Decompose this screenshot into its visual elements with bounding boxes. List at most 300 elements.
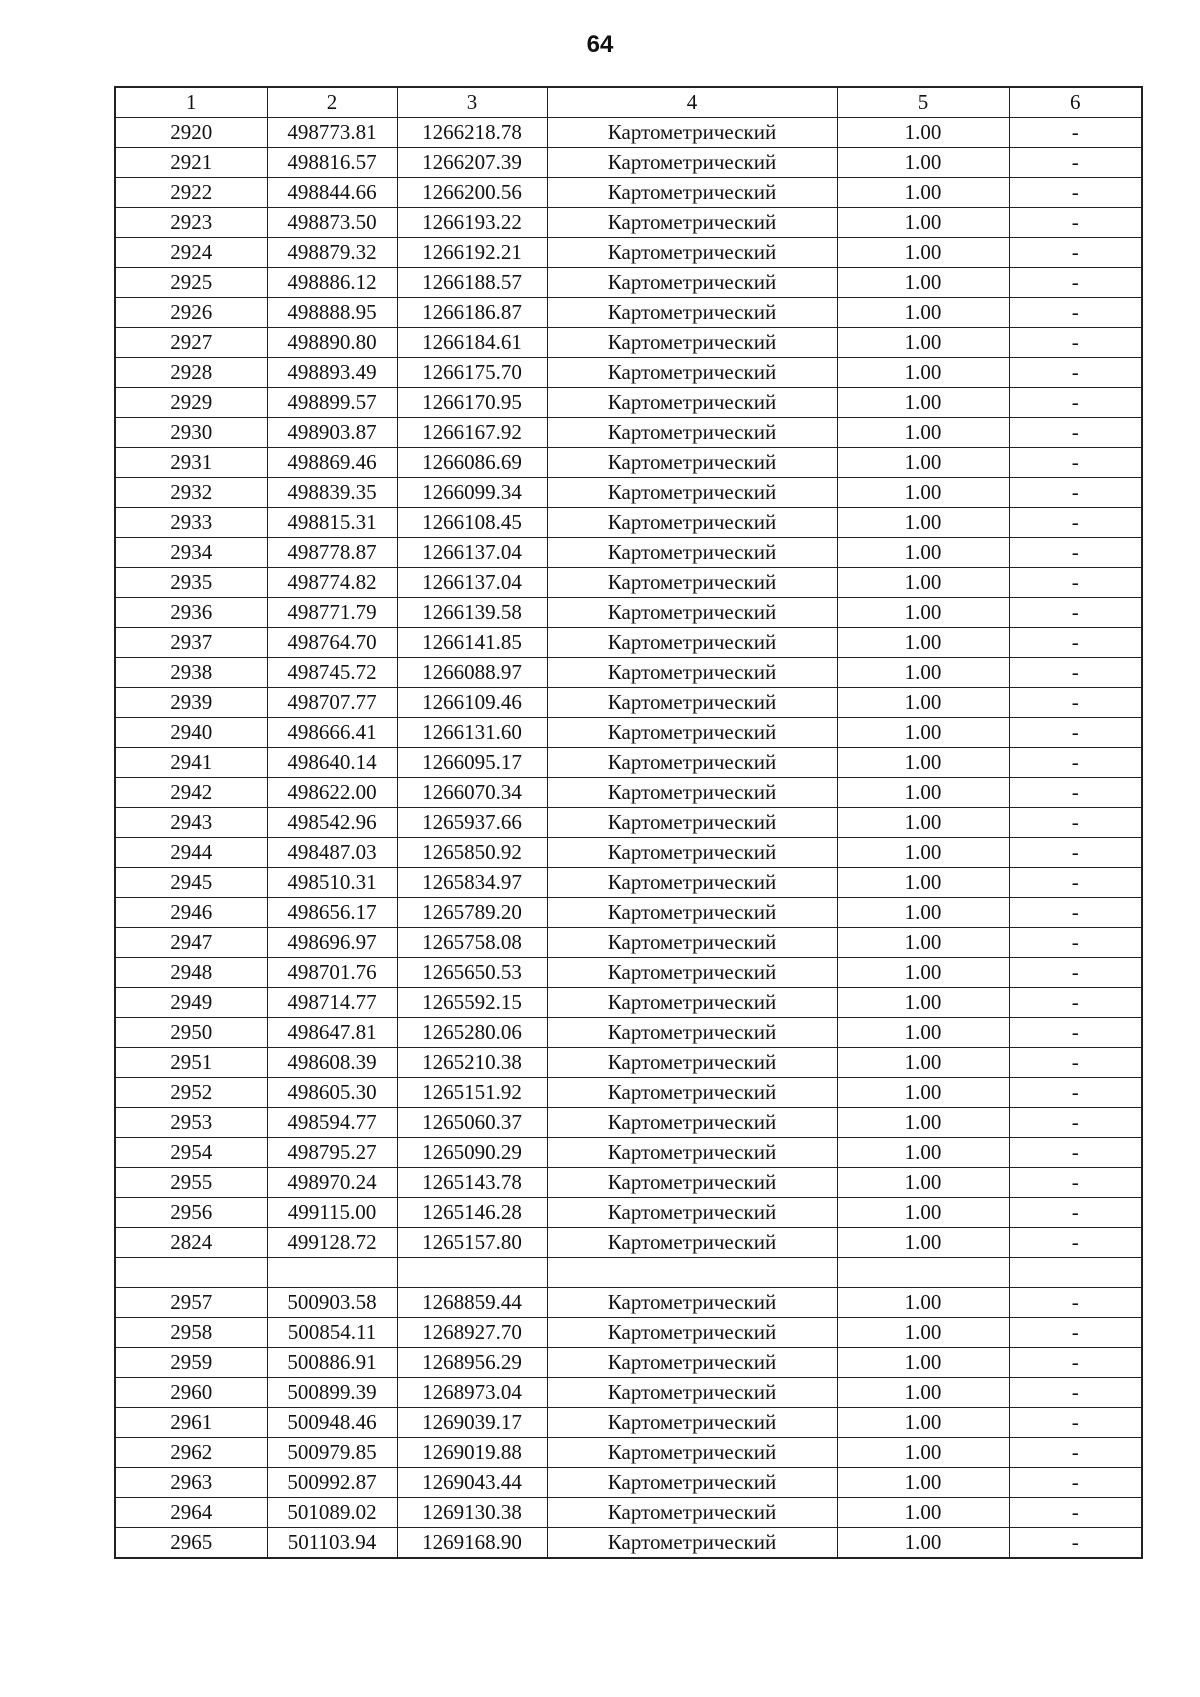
table-row	[115, 538, 1142, 568]
method-cell: Картометрический	[547, 1048, 837, 1078]
table-row	[115, 298, 1142, 328]
x-coordinate-cell: 498774.82	[267, 568, 397, 598]
y-coordinate-cell: 1266137.04	[397, 538, 547, 568]
table-row	[115, 988, 1142, 1018]
y-coordinate-cell: 1266095.17	[397, 748, 547, 778]
method-cell: Картометрический	[547, 1528, 837, 1559]
description-cell: -	[1009, 328, 1142, 358]
method-cell: Картометрический	[547, 208, 837, 238]
accuracy-cell: 1.00	[837, 508, 1009, 538]
accuracy-cell: 1.00	[837, 1528, 1009, 1559]
description-cell: -	[1009, 958, 1142, 988]
table-row	[115, 508, 1142, 538]
point-number-cell: 2956	[115, 1198, 267, 1228]
x-coordinate-cell: 498640.14	[267, 748, 397, 778]
point-number-cell: 2824	[115, 1228, 267, 1258]
table-row	[115, 118, 1142, 148]
x-coordinate-cell: 498622.00	[267, 778, 397, 808]
y-coordinate-cell: 1268956.29	[397, 1348, 547, 1378]
y-coordinate-cell: 1265151.92	[397, 1078, 547, 1108]
y-coordinate-cell: 1269043.44	[397, 1468, 547, 1498]
point-number-cell: 2935	[115, 568, 267, 598]
table-row	[115, 958, 1142, 988]
table-row	[115, 1408, 1142, 1438]
y-coordinate-cell: 1265789.20	[397, 898, 547, 928]
method-cell: Картометрический	[547, 718, 837, 748]
x-coordinate-cell: 498888.95	[267, 298, 397, 328]
accuracy-cell: 1.00	[837, 868, 1009, 898]
description-cell: -	[1009, 268, 1142, 298]
accuracy-cell: 1.00	[837, 238, 1009, 268]
accuracy-cell: 1.00	[837, 148, 1009, 178]
y-coordinate-cell: 1265090.29	[397, 1138, 547, 1168]
method-cell: Картометрический	[547, 748, 837, 778]
table-row	[115, 658, 1142, 688]
method-cell: Картометрический	[547, 898, 837, 928]
x-coordinate-cell: 498893.49	[267, 358, 397, 388]
method-cell: Картометрический	[547, 148, 837, 178]
x-coordinate-cell: 498869.46	[267, 448, 397, 478]
x-coordinate-cell: 498510.31	[267, 868, 397, 898]
table-row	[115, 448, 1142, 478]
x-coordinate-cell: 498839.35	[267, 478, 397, 508]
method-cell: Картометрический	[547, 1498, 837, 1528]
table-row	[115, 388, 1142, 418]
method-cell: Картометрический	[547, 1168, 837, 1198]
description-cell: -	[1009, 298, 1142, 328]
accuracy-cell: 1.00	[837, 1408, 1009, 1438]
point-number-cell: 2922	[115, 178, 267, 208]
point-number-cell: 2947	[115, 928, 267, 958]
y-coordinate-cell: 1266175.70	[397, 358, 547, 388]
point-number-cell: 2932	[115, 478, 267, 508]
point-number-cell: 2961	[115, 1408, 267, 1438]
x-coordinate-cell: 498816.57	[267, 148, 397, 178]
description-cell: -	[1009, 988, 1142, 1018]
point-number-cell: 2934	[115, 538, 267, 568]
y-coordinate-cell: 1265210.38	[397, 1048, 547, 1078]
accuracy-cell: 1.00	[837, 118, 1009, 148]
method-cell: Картометрический	[547, 1018, 837, 1048]
point-number-cell: 2938	[115, 658, 267, 688]
y-coordinate-cell: 1266086.69	[397, 448, 547, 478]
y-coordinate-cell: 1266099.34	[397, 478, 547, 508]
accuracy-cell: 1.00	[837, 1318, 1009, 1348]
description-cell: -	[1009, 418, 1142, 448]
method-cell: Картометрический	[547, 1318, 837, 1348]
column-header: 5	[837, 87, 1009, 118]
y-coordinate-cell: 1265592.15	[397, 988, 547, 1018]
table-header-row	[115, 87, 1142, 118]
accuracy-cell: 1.00	[837, 1138, 1009, 1168]
accuracy-cell: 1.00	[837, 328, 1009, 358]
point-number-cell: 2948	[115, 958, 267, 988]
table-row	[115, 838, 1142, 868]
table-body	[115, 87, 1142, 1558]
point-number-cell: 2924	[115, 238, 267, 268]
point-number-cell: 2944	[115, 838, 267, 868]
x-coordinate-cell: 498879.32	[267, 238, 397, 268]
point-number-cell: 2921	[115, 148, 267, 178]
description-cell: -	[1009, 1078, 1142, 1108]
table-row	[115, 1228, 1142, 1258]
point-number-cell: 2930	[115, 418, 267, 448]
table-row	[115, 1048, 1142, 1078]
method-cell: Картометрический	[547, 808, 837, 838]
x-coordinate-cell: 498890.80	[267, 328, 397, 358]
accuracy-cell: 1.00	[837, 598, 1009, 628]
description-cell: -	[1009, 148, 1142, 178]
point-number-cell: 2954	[115, 1138, 267, 1168]
x-coordinate-cell: 498844.66	[267, 178, 397, 208]
x-coordinate-cell: 498542.96	[267, 808, 397, 838]
method-cell: Картометрический	[547, 688, 837, 718]
description-cell: -	[1009, 778, 1142, 808]
method-cell: Картометрический	[547, 328, 837, 358]
point-number-cell: 2926	[115, 298, 267, 328]
method-cell: Картометрический	[547, 1138, 837, 1168]
x-coordinate-cell: 498487.03	[267, 838, 397, 868]
table-row	[115, 268, 1142, 298]
method-cell: Картометрический	[547, 568, 837, 598]
description-cell: -	[1009, 568, 1142, 598]
table-row	[115, 178, 1142, 208]
accuracy-cell: 1.00	[837, 178, 1009, 208]
table-row	[115, 1528, 1142, 1559]
x-coordinate-cell: 498608.39	[267, 1048, 397, 1078]
method-cell: Картометрический	[547, 988, 837, 1018]
point-number-cell: 2957	[115, 1288, 267, 1318]
x-coordinate-cell: 501103.94	[267, 1528, 397, 1559]
method-cell: Картометрический	[547, 178, 837, 208]
accuracy-cell: 1.00	[837, 1348, 1009, 1378]
table-row	[115, 478, 1142, 508]
method-cell	[547, 1258, 837, 1288]
x-coordinate-cell: 498886.12	[267, 268, 397, 298]
table-row	[115, 418, 1142, 448]
accuracy-cell	[837, 1258, 1009, 1288]
description-cell: -	[1009, 478, 1142, 508]
y-coordinate-cell: 1266186.87	[397, 298, 547, 328]
point-number-cell: 2928	[115, 358, 267, 388]
description-cell	[1009, 1258, 1142, 1288]
table-row	[115, 718, 1142, 748]
method-cell: Картометрический	[547, 1108, 837, 1138]
method-cell: Картометрический	[547, 508, 837, 538]
table-row	[115, 1498, 1142, 1528]
x-coordinate-cell: 498764.70	[267, 628, 397, 658]
point-number-cell: 2950	[115, 1018, 267, 1048]
description-cell: -	[1009, 718, 1142, 748]
description-cell: -	[1009, 1048, 1142, 1078]
table-row	[115, 238, 1142, 268]
y-coordinate-cell: 1266167.92	[397, 418, 547, 448]
method-cell: Картометрический	[547, 268, 837, 298]
table-row	[115, 1018, 1142, 1048]
y-coordinate-cell: 1266184.61	[397, 328, 547, 358]
x-coordinate-cell: 500979.85	[267, 1438, 397, 1468]
accuracy-cell: 1.00	[837, 568, 1009, 598]
y-coordinate-cell: 1265157.80	[397, 1228, 547, 1258]
method-cell: Картометрический	[547, 118, 837, 148]
y-coordinate-cell: 1266088.97	[397, 658, 547, 688]
y-coordinate-cell: 1266218.78	[397, 118, 547, 148]
description-cell: -	[1009, 1228, 1142, 1258]
description-cell: -	[1009, 628, 1142, 658]
method-cell: Картометрический	[547, 238, 837, 268]
column-header: 2	[267, 87, 397, 118]
method-cell: Картометрический	[547, 1198, 837, 1228]
y-coordinate-cell: 1266170.95	[397, 388, 547, 418]
method-cell: Картометрический	[547, 478, 837, 508]
y-coordinate-cell: 1266193.22	[397, 208, 547, 238]
point-number-cell: 2927	[115, 328, 267, 358]
point-number-cell: 2958	[115, 1318, 267, 1348]
x-coordinate-cell: 498778.87	[267, 538, 397, 568]
accuracy-cell: 1.00	[837, 958, 1009, 988]
y-coordinate-cell: 1266137.04	[397, 568, 547, 598]
x-coordinate-cell: 501089.02	[267, 1498, 397, 1528]
point-number-cell: 2945	[115, 868, 267, 898]
description-cell: -	[1009, 928, 1142, 958]
x-coordinate-cell: 500854.11	[267, 1318, 397, 1348]
accuracy-cell: 1.00	[837, 1288, 1009, 1318]
y-coordinate-cell: 1268973.04	[397, 1378, 547, 1408]
table-row	[115, 1318, 1142, 1348]
accuracy-cell: 1.00	[837, 208, 1009, 238]
column-header: 6	[1009, 87, 1142, 118]
table-row	[115, 148, 1142, 178]
method-cell: Картометрический	[547, 1408, 837, 1438]
description-cell: -	[1009, 1198, 1142, 1228]
accuracy-cell: 1.00	[837, 1018, 1009, 1048]
x-coordinate-cell: 498815.31	[267, 508, 397, 538]
x-coordinate-cell: 498656.17	[267, 898, 397, 928]
point-number-cell: 2942	[115, 778, 267, 808]
accuracy-cell: 1.00	[837, 808, 1009, 838]
table-row	[115, 1378, 1142, 1408]
y-coordinate-cell: 1268859.44	[397, 1288, 547, 1318]
accuracy-cell: 1.00	[837, 1198, 1009, 1228]
accuracy-cell: 1.00	[837, 928, 1009, 958]
method-cell: Картометрический	[547, 538, 837, 568]
method-cell: Картометрический	[547, 928, 837, 958]
x-coordinate-cell: 498903.87	[267, 418, 397, 448]
y-coordinate-cell: 1266070.34	[397, 778, 547, 808]
accuracy-cell: 1.00	[837, 1108, 1009, 1138]
y-coordinate-cell: 1266108.45	[397, 508, 547, 538]
table-row	[115, 1078, 1142, 1108]
y-coordinate-cell: 1269130.38	[397, 1498, 547, 1528]
method-cell: Картометрический	[547, 448, 837, 478]
point-number-cell: 2949	[115, 988, 267, 1018]
description-cell: -	[1009, 748, 1142, 778]
point-number-cell: 2965	[115, 1528, 267, 1559]
y-coordinate-cell: 1266131.60	[397, 718, 547, 748]
x-coordinate-cell: 500886.91	[267, 1348, 397, 1378]
point-number-cell: 2952	[115, 1078, 267, 1108]
description-cell: -	[1009, 538, 1142, 568]
accuracy-cell: 1.00	[837, 1228, 1009, 1258]
table-row	[115, 898, 1142, 928]
method-cell: Картометрический	[547, 838, 837, 868]
table-row	[115, 778, 1142, 808]
accuracy-cell: 1.00	[837, 658, 1009, 688]
accuracy-cell: 1.00	[837, 298, 1009, 328]
description-cell: -	[1009, 1318, 1142, 1348]
table-row	[115, 688, 1142, 718]
y-coordinate-cell: 1265650.53	[397, 958, 547, 988]
accuracy-cell: 1.00	[837, 478, 1009, 508]
point-number-cell: 2955	[115, 1168, 267, 1198]
point-number-cell: 2920	[115, 118, 267, 148]
table-row	[115, 208, 1142, 238]
y-coordinate-cell: 1265834.97	[397, 868, 547, 898]
accuracy-cell: 1.00	[837, 1078, 1009, 1108]
y-coordinate-cell: 1265280.06	[397, 1018, 547, 1048]
point-number-cell: 2937	[115, 628, 267, 658]
x-coordinate-cell: 499115.00	[267, 1198, 397, 1228]
table-row	[115, 1468, 1142, 1498]
y-coordinate-cell: 1266139.58	[397, 598, 547, 628]
point-number-cell: 2929	[115, 388, 267, 418]
y-coordinate-cell: 1266200.56	[397, 178, 547, 208]
page-number: 64	[586, 31, 614, 58]
method-cell: Картометрический	[547, 298, 837, 328]
description-cell: -	[1009, 1438, 1142, 1468]
x-coordinate-cell: 498666.41	[267, 718, 397, 748]
table-row	[115, 808, 1142, 838]
point-number-cell: 2939	[115, 688, 267, 718]
method-cell: Картометрический	[547, 358, 837, 388]
table-row	[115, 1198, 1142, 1228]
description-cell: -	[1009, 388, 1142, 418]
description-cell: -	[1009, 178, 1142, 208]
accuracy-cell: 1.00	[837, 1048, 1009, 1078]
description-cell: -	[1009, 238, 1142, 268]
description-cell: -	[1009, 448, 1142, 478]
table-row	[115, 1348, 1142, 1378]
method-cell: Картометрический	[547, 1078, 837, 1108]
table-row	[115, 868, 1142, 898]
description-cell: -	[1009, 1378, 1142, 1408]
description-cell: -	[1009, 598, 1142, 628]
accuracy-cell: 1.00	[837, 688, 1009, 718]
accuracy-cell: 1.00	[837, 838, 1009, 868]
table-row	[115, 1138, 1142, 1168]
accuracy-cell: 1.00	[837, 418, 1009, 448]
coordinates-table	[114, 86, 1143, 1559]
y-coordinate-cell: 1269168.90	[397, 1528, 547, 1559]
method-cell: Картометрический	[547, 1378, 837, 1408]
table-row	[115, 1288, 1142, 1318]
accuracy-cell: 1.00	[837, 1378, 1009, 1408]
description-cell: -	[1009, 838, 1142, 868]
method-cell: Картометрический	[547, 658, 837, 688]
table-row	[115, 568, 1142, 598]
accuracy-cell: 1.00	[837, 778, 1009, 808]
description-cell: -	[1009, 808, 1142, 838]
description-cell: -	[1009, 1138, 1142, 1168]
description-cell: -	[1009, 688, 1142, 718]
column-header: 3	[397, 87, 547, 118]
point-number-cell: 2925	[115, 268, 267, 298]
y-coordinate-cell: 1266188.57	[397, 268, 547, 298]
y-coordinate-cell: 1266109.46	[397, 688, 547, 718]
x-coordinate-cell: 498970.24	[267, 1168, 397, 1198]
accuracy-cell: 1.00	[837, 628, 1009, 658]
method-cell: Картометрический	[547, 1468, 837, 1498]
x-coordinate-cell: 498873.50	[267, 208, 397, 238]
description-cell: -	[1009, 1348, 1142, 1378]
method-cell: Картометрический	[547, 1348, 837, 1378]
x-coordinate-cell: 498701.76	[267, 958, 397, 988]
table-row	[115, 628, 1142, 658]
description-cell: -	[1009, 1108, 1142, 1138]
x-coordinate-cell: 500903.58	[267, 1288, 397, 1318]
accuracy-cell: 1.00	[837, 718, 1009, 748]
description-cell: -	[1009, 118, 1142, 148]
table-row	[115, 1108, 1142, 1138]
x-coordinate-cell: 498714.77	[267, 988, 397, 1018]
method-cell: Картометрический	[547, 388, 837, 418]
column-header: 4	[547, 87, 837, 118]
description-cell: -	[1009, 898, 1142, 928]
y-coordinate-cell: 1266141.85	[397, 628, 547, 658]
x-coordinate-cell: 500899.39	[267, 1378, 397, 1408]
x-coordinate-cell: 498696.97	[267, 928, 397, 958]
point-number-cell: 2931	[115, 448, 267, 478]
column-header: 1	[115, 87, 267, 118]
method-cell: Картометрический	[547, 868, 837, 898]
description-cell: -	[1009, 1018, 1142, 1048]
x-coordinate-cell: 498795.27	[267, 1138, 397, 1168]
method-cell: Картометрический	[547, 1228, 837, 1258]
method-cell: Картометрический	[547, 1438, 837, 1468]
method-cell: Картометрический	[547, 598, 837, 628]
x-coordinate-cell: 498594.77	[267, 1108, 397, 1138]
x-coordinate-cell: 498647.81	[267, 1018, 397, 1048]
description-cell: -	[1009, 508, 1142, 538]
method-cell: Картометрический	[547, 628, 837, 658]
method-cell: Картометрический	[547, 778, 837, 808]
table-row	[115, 928, 1142, 958]
accuracy-cell: 1.00	[837, 388, 1009, 418]
point-number-cell	[115, 1258, 267, 1288]
point-number-cell: 2940	[115, 718, 267, 748]
point-number-cell: 2936	[115, 598, 267, 628]
accuracy-cell: 1.00	[837, 1468, 1009, 1498]
point-number-cell: 2943	[115, 808, 267, 838]
description-cell: -	[1009, 1468, 1142, 1498]
table-row	[115, 598, 1142, 628]
x-coordinate-cell: 498707.77	[267, 688, 397, 718]
table-row	[115, 1438, 1142, 1468]
y-coordinate-cell: 1268927.70	[397, 1318, 547, 1348]
point-number-cell: 2933	[115, 508, 267, 538]
y-coordinate-cell: 1265060.37	[397, 1108, 547, 1138]
description-cell: -	[1009, 1408, 1142, 1438]
y-coordinate-cell: 1266192.21	[397, 238, 547, 268]
y-coordinate-cell: 1265937.66	[397, 808, 547, 838]
description-cell: -	[1009, 1498, 1142, 1528]
description-cell: -	[1009, 1528, 1142, 1559]
method-cell: Картометрический	[547, 1288, 837, 1318]
table-row	[115, 328, 1142, 358]
point-number-cell: 2962	[115, 1438, 267, 1468]
accuracy-cell: 1.00	[837, 1168, 1009, 1198]
point-number-cell: 2964	[115, 1498, 267, 1528]
